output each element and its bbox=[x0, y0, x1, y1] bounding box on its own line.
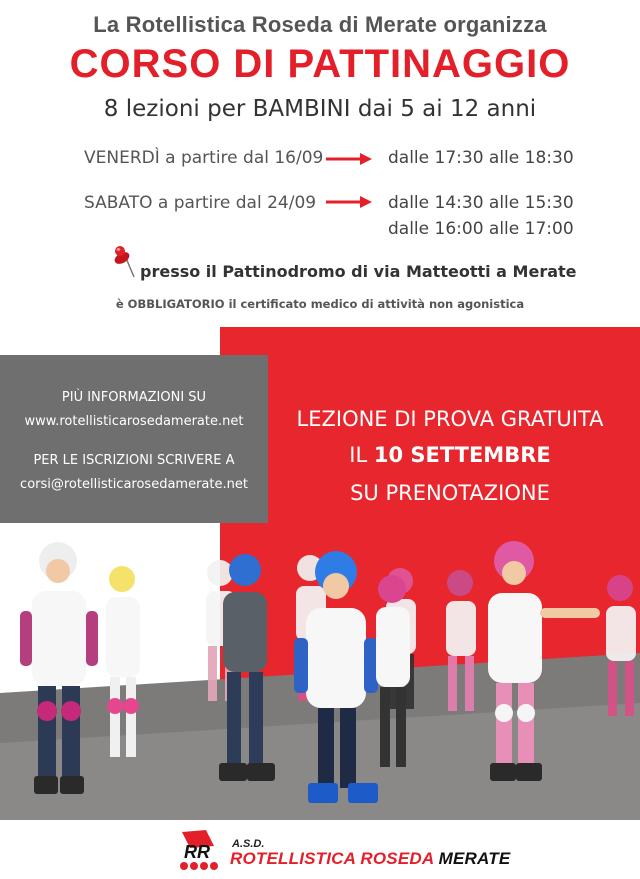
signup-label: PER LE ISCRIZIONI SCRIVERE A bbox=[33, 453, 235, 468]
rr-logo-icon bbox=[176, 826, 224, 872]
promo-date: 10 SETTEMBRE bbox=[373, 443, 551, 467]
map-pin-icon bbox=[112, 244, 138, 278]
promo-date-prefix: IL bbox=[349, 443, 374, 467]
course-subtitle: 8 lezioni per BAMBINI dai 5 ai 12 anni bbox=[103, 96, 537, 122]
organizer-line: La Rotellistica Roseda di Merate organizza bbox=[93, 12, 547, 37]
arrow-right-icon bbox=[326, 195, 372, 209]
schedule-time-saturday-1: dalle 14:30 alle 15:30 bbox=[388, 193, 574, 213]
promo-line-3: SU PRENOTAZIONE bbox=[350, 481, 550, 505]
skaters-photo bbox=[0, 533, 640, 820]
logo-name-black: MERATE bbox=[438, 849, 511, 868]
info-box bbox=[0, 355, 268, 523]
logo-club-name bbox=[230, 849, 510, 869]
logo-name-red: ROTELLISTICA ROSEDA bbox=[230, 849, 439, 868]
schedule-time-friday: dalle 17:30 alle 18:30 bbox=[388, 148, 574, 168]
course-title: CORSO DI PATTINAGGIO bbox=[69, 42, 571, 86]
email-link[interactable]: corsi@rotellisticarosedamerate.net bbox=[20, 477, 248, 492]
arrow-right-icon bbox=[326, 152, 372, 166]
website-link[interactable]: www.rotellisticarosedamerate.net bbox=[24, 414, 244, 429]
svg-text:RR: RR bbox=[184, 842, 210, 862]
promo-line-2 bbox=[270, 443, 630, 467]
promo-line-1: LEZIONE DI PROVA GRATUITA bbox=[296, 407, 604, 431]
venue-text: presso il Pattinodromo di via Matteotti a Merate bbox=[140, 262, 577, 281]
info-label: PIÙ INFORMAZIONI SU bbox=[61, 390, 207, 405]
medical-note: è OBBLIGATORIO il certificato medico di attività non agonistica bbox=[115, 297, 525, 311]
logo-asd: A.S.D. bbox=[232, 838, 265, 850]
schedule-day-friday: VENERDÌ a partire dal 16/09 bbox=[84, 148, 324, 168]
schedule-day-saturday: SABATO a partire dal 24/09 bbox=[84, 193, 317, 213]
schedule-time-saturday-2: dalle 16:00 alle 17:00 bbox=[388, 219, 574, 239]
